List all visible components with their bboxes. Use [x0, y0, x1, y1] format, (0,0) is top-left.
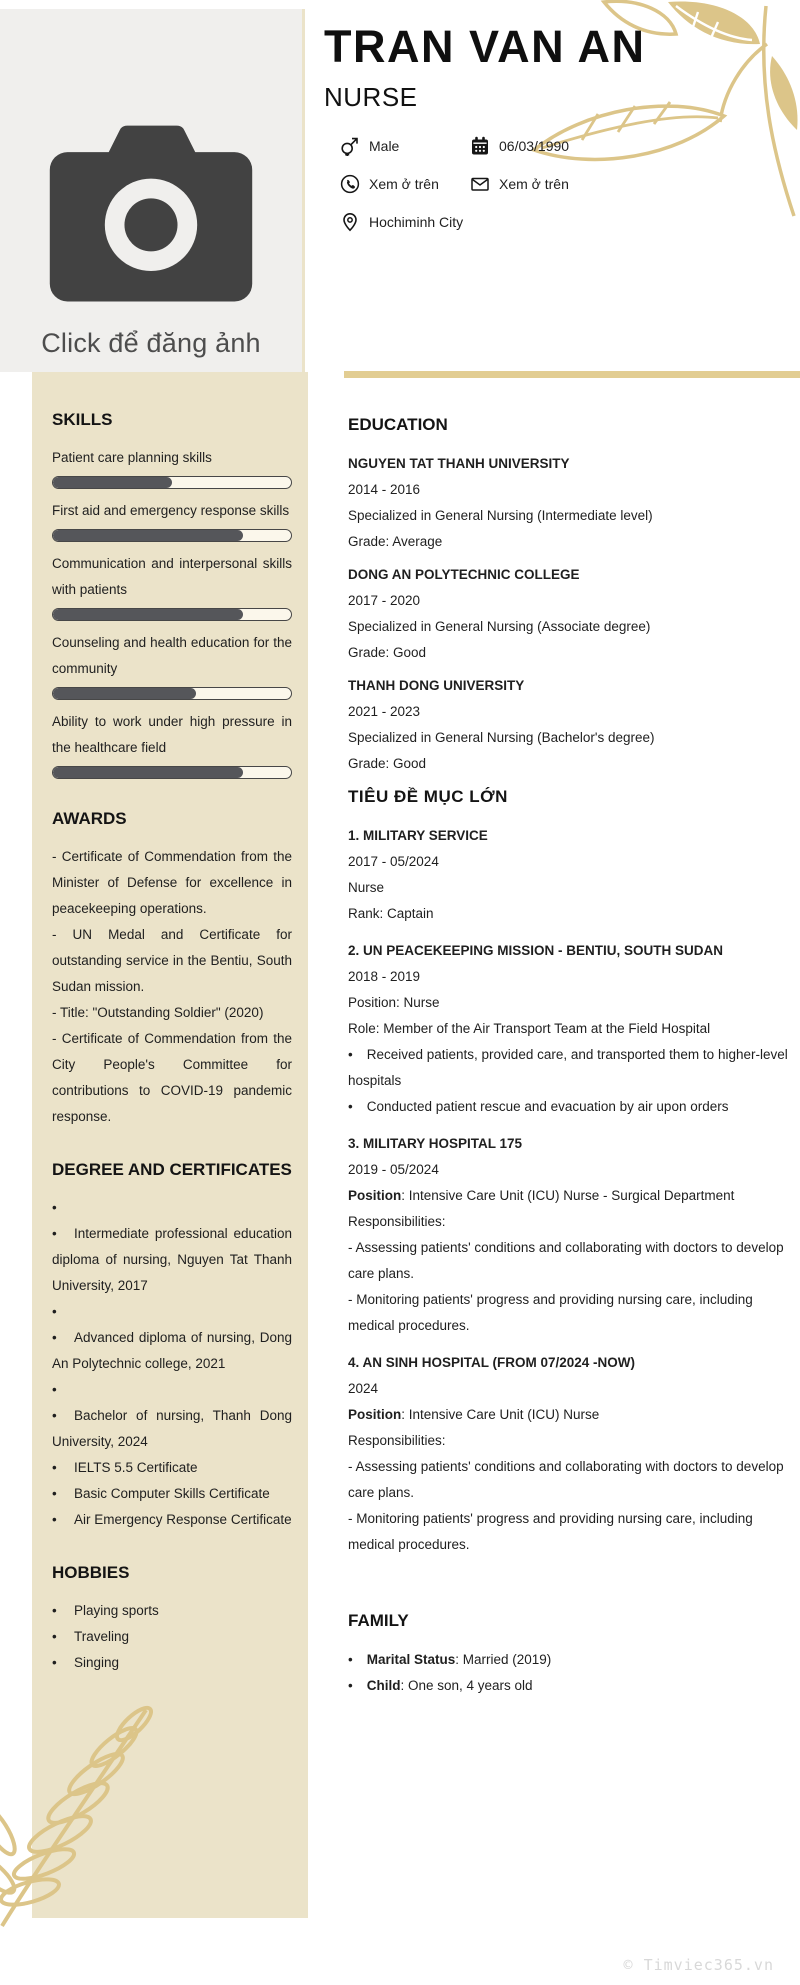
education-list [348, 451, 800, 777]
skill-progress-fill [53, 609, 243, 620]
family-item-label: Marital Status [366, 1652, 456, 1667]
degree-item [52, 1195, 292, 1221]
family-item-text: : One son, 4 years old [400, 1678, 533, 1693]
hobbies-heading: HOBBIES [52, 1563, 130, 1582]
bullet-marker: • [52, 1629, 57, 1644]
degree-item [52, 1403, 292, 1455]
section-title-placeholder[interactable]: TIÊU ĐỀ MỤC LỚN [348, 787, 508, 806]
skill-progress-fill [53, 477, 172, 488]
bullet-marker: • [52, 1304, 57, 1319]
experience-line [348, 1287, 800, 1339]
family-heading: FAMILY [348, 1611, 409, 1630]
hobby-text: Singing [74, 1655, 120, 1670]
experience-line-text: Rank: Captain [348, 906, 434, 921]
awards-heading: AWARDS [52, 809, 127, 828]
degree-item [52, 1325, 292, 1377]
hobby-item [52, 1624, 292, 1650]
degree-item [52, 1221, 292, 1299]
experience-line [348, 875, 800, 901]
experience-line-text: Role: Member of the Air Transport Team at the Field Hospital [348, 1021, 711, 1036]
header-divider [344, 371, 800, 378]
award-item: - Title: "Outstanding Soldier" (2020) [52, 1005, 264, 1020]
experience-line [348, 1376, 800, 1402]
experience-line-label: Position [348, 1188, 402, 1203]
award-item: - UN Medal and Certificate for outstanding service in the Bentiu, South Sudan mission. [52, 927, 292, 994]
experience-line-text: Responsibilities: [348, 1433, 446, 1448]
experience-line [348, 1209, 800, 1235]
bullet-marker: • [52, 1486, 57, 1501]
contact-info-item [470, 136, 794, 156]
school-name: DONG AN POLYTECHNIC COLLEGE [348, 567, 580, 582]
bullet-marker: • [52, 1408, 57, 1423]
experience-section [348, 938, 800, 1120]
experience-line [348, 1454, 800, 1506]
experience-line-text: - Assessing patients' conditions and collaborating with doctors to develop care plans. [348, 1240, 784, 1281]
experience-line-text: - Monitoring patients' progress and providing nursing care, including medical procedures. [348, 1292, 753, 1333]
experience-line [348, 1402, 800, 1428]
skills-list [52, 445, 292, 779]
experience-title: 2. UN PEACEKEEPING MISSION - BENTIU, SOUTH SUDAN [348, 943, 724, 958]
education-grade: Grade: Good [348, 645, 427, 660]
experience-line [348, 849, 800, 875]
experience-line-text: Nurse [348, 880, 385, 895]
bullet-marker: • [52, 1603, 57, 1618]
awards-list [52, 844, 292, 1130]
education-entry [348, 451, 800, 555]
bullet-marker: • [52, 1512, 57, 1527]
email-icon [470, 174, 490, 194]
bullet-marker: • [52, 1460, 57, 1475]
education-years: 2014 - 2016 [348, 482, 421, 497]
experience-line-text: Position: Nurse [348, 995, 440, 1010]
experience-line-text: 2019 - 05/2024 [348, 1162, 439, 1177]
hobbies-list [52, 1598, 292, 1676]
experience-line [348, 964, 800, 990]
skill-label: Patient care planning skills [52, 450, 212, 465]
experience-line [348, 1183, 800, 1209]
contact-info-value: 06/03/1990 [499, 137, 570, 154]
skill-progress-fill [53, 530, 243, 541]
experience-section [348, 1131, 800, 1339]
degrees-list [52, 1195, 292, 1533]
degree-text: Advanced diploma of nursing, Dong An Polytechnic college, 2021 [52, 1330, 292, 1371]
award-item: - Certificate of Commendation from the Minister of Defense for excellence in peacekeeping operations. [52, 849, 292, 916]
photo-upload-caption[interactable]: Click để đăng ảnh [41, 328, 261, 358]
degrees-heading: DEGREE AND CERTIFICATES [52, 1160, 292, 1179]
header [324, 22, 794, 232]
bullet-marker: • [52, 1226, 57, 1241]
experience-line-text: : Intensive Care Unit (ICU) Nurse [401, 1407, 600, 1422]
experience-list [348, 823, 800, 1558]
experience-section [348, 1350, 800, 1558]
skill-item [52, 498, 292, 542]
education-major: Specialized in General Nursing (Associate degree) [348, 619, 651, 634]
camera-icon [38, 118, 264, 314]
skills-heading: SKILLS [52, 410, 113, 429]
education-entry [348, 673, 800, 777]
photo-upload-box[interactable] [0, 9, 305, 372]
skill-item [52, 551, 292, 621]
skill-progress-bar [52, 608, 292, 621]
bullet-marker: • [52, 1655, 57, 1670]
experience-line [348, 1016, 800, 1042]
sidebar [32, 372, 308, 1918]
skill-progress-bar [52, 529, 292, 542]
candidate-name: TRAN VAN AN [324, 21, 646, 72]
bullet-marker: • [348, 1099, 353, 1114]
family-list [348, 1647, 800, 1699]
experience-line [348, 1428, 800, 1454]
leaf-decoration-bottom-left [0, 1702, 170, 1928]
award-item: - Certificate of Commendation from the City People's Committee for contributions to COVID-19 pandemic response. [52, 1031, 292, 1124]
education-grade: Grade: Average [348, 534, 443, 549]
experience-title: 4. AN SINH HOSPITAL (FROM 07/2024 -NOW) [348, 1355, 636, 1370]
skill-progress-bar [52, 687, 292, 700]
experience-title: 1. MILITARY SERVICE [348, 828, 488, 843]
bullet-marker: • [348, 1047, 353, 1062]
school-name: THANH DONG UNIVERSITY [348, 678, 525, 693]
experience-line-text: 2024 [348, 1381, 379, 1396]
bullet-marker: • [52, 1200, 57, 1215]
education-entry [348, 562, 800, 666]
watermark: © Timviec365.vn [623, 1956, 774, 1974]
skill-label: Communication and interpersonal skills with patients [52, 556, 292, 597]
family-item [348, 1647, 800, 1673]
family-item-text: : Married (2019) [455, 1652, 552, 1667]
bullet-marker: • [348, 1652, 353, 1667]
contact-info-value: Xem ở trên [499, 175, 569, 192]
experience-line-text: : Intensive Care Unit (ICU) Nurse - Surgical Department [401, 1188, 735, 1203]
family-item-label: Child [366, 1678, 401, 1693]
experience-bullet [348, 1042, 800, 1094]
degree-item [52, 1507, 292, 1533]
degree-text: Air Emergency Response Certificate [74, 1512, 292, 1527]
education-years: 2021 - 2023 [348, 704, 421, 719]
contact-info-item [340, 212, 470, 232]
skill-label: Ability to work under high pressure in the healthcare field [52, 714, 292, 755]
school-name: NGUYEN TAT THANH UNIVERSITY [348, 456, 570, 471]
experience-section [348, 823, 800, 927]
experience-line [348, 990, 800, 1016]
degree-item [52, 1299, 292, 1325]
experience-line-text: - Assessing patients' conditions and collaborating with doctors to develop care plans. [348, 1459, 784, 1500]
location-icon [340, 212, 360, 232]
education-heading: EDUCATION [348, 415, 448, 434]
experience-title: 3. MILITARY HOSPITAL 175 [348, 1136, 523, 1151]
calendar-icon [470, 136, 490, 156]
experience-line-text: 2018 - 2019 [348, 969, 421, 984]
education-major: Specialized in General Nursing (Intermediate level) [348, 508, 653, 523]
contact-info [340, 136, 794, 232]
experience-line [348, 1506, 800, 1558]
gender-icon [340, 136, 360, 156]
skill-label: Counseling and health education for the community [52, 635, 292, 676]
hobby-item [52, 1598, 292, 1624]
experience-line-text: - Monitoring patients' progress and providing nursing care, including medical procedures. [348, 1511, 753, 1552]
education-major: Specialized in General Nursing (Bachelor's degree) [348, 730, 655, 745]
contact-info-value: Xem ở trên [369, 175, 439, 192]
experience-line [348, 1157, 800, 1183]
hobby-item [52, 1650, 292, 1676]
experience-line [348, 901, 800, 927]
phone-icon [340, 174, 360, 194]
family-item [348, 1673, 800, 1699]
skill-progress-bar [52, 476, 292, 489]
hobby-text: Traveling [74, 1629, 130, 1644]
experience-line-text: 2017 - 05/2024 [348, 854, 439, 869]
contact-info-value: Male [369, 137, 400, 154]
contact-info-item [340, 136, 470, 156]
skill-item [52, 445, 292, 489]
contact-info-item [340, 174, 470, 194]
skill-progress-bar [52, 766, 292, 779]
main-column [348, 412, 800, 1699]
degree-text: Bachelor of nursing, Thanh Dong University, 2024 [52, 1408, 292, 1449]
experience-line [348, 1235, 800, 1287]
education-grade: Grade: Good [348, 756, 427, 771]
experience-bullet-text: Conducted patient rescue and evacuation by air upon orders [366, 1099, 729, 1114]
bullet-marker: • [52, 1382, 57, 1397]
experience-bullet [348, 1094, 800, 1120]
degree-item [52, 1455, 292, 1481]
hobby-text: Playing sports [74, 1603, 159, 1618]
experience-line-text: Responsibilities: [348, 1214, 446, 1229]
experience-bullet-text: Received patients, provided care, and transported them to higher-level hospitals [348, 1047, 788, 1088]
skill-label: First aid and emergency response skills [52, 503, 290, 518]
bullet-marker: • [52, 1330, 57, 1345]
contact-info-value: Hochiminh City [369, 213, 464, 230]
degree-text: IELTS 5.5 Certificate [74, 1460, 198, 1475]
job-title: NURSE [324, 81, 418, 112]
skill-progress-fill [53, 767, 243, 778]
degree-item [52, 1481, 292, 1507]
skill-progress-fill [53, 688, 196, 699]
experience-line-label: Position [348, 1407, 402, 1422]
degree-text: Intermediate professional education diploma of nursing, Nguyen Tat Thanh University, 2017 [52, 1226, 292, 1293]
bullet-marker: • [348, 1678, 353, 1693]
education-years: 2017 - 2020 [348, 593, 421, 608]
degree-item [52, 1377, 292, 1403]
contact-info-item [470, 174, 794, 194]
degree-text: Basic Computer Skills Certificate [74, 1486, 270, 1501]
skill-item [52, 709, 292, 779]
skill-item [52, 630, 292, 700]
